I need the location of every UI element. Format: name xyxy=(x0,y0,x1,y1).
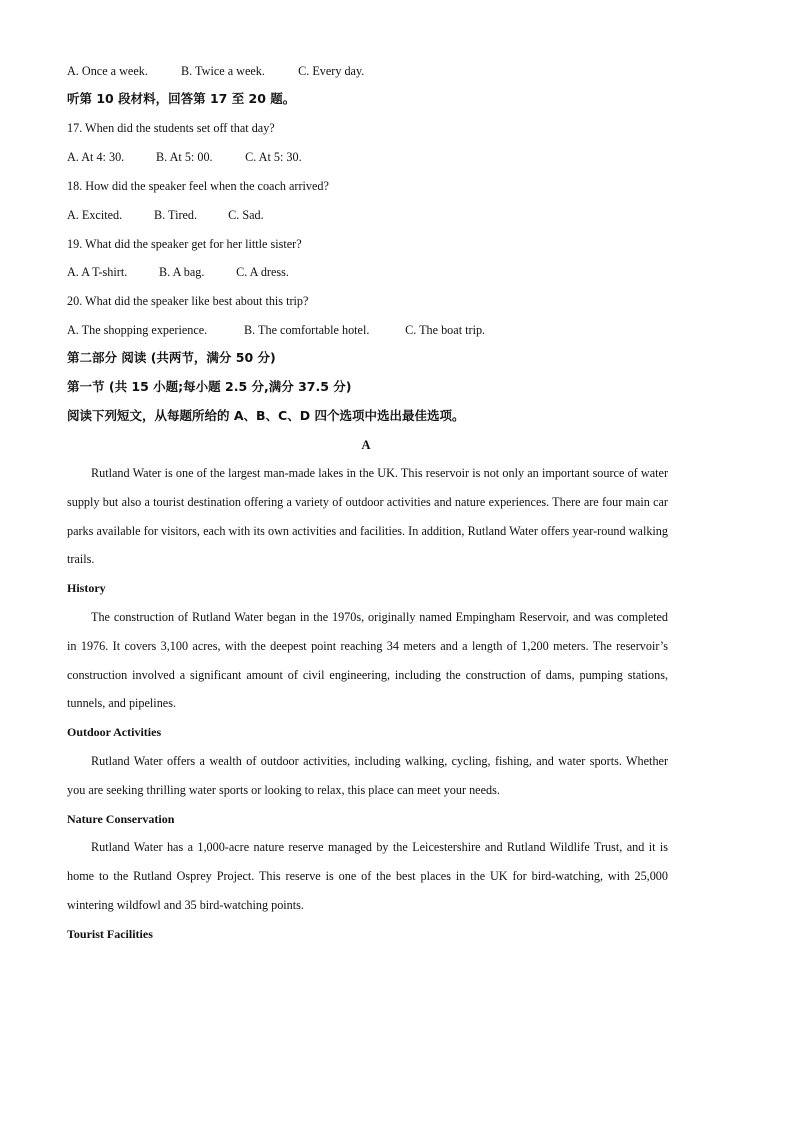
listening-instruction: 听第 10 段材料，回答第 17 至 20 题。 xyxy=(67,91,296,106)
history-paragraph: The construction of Rutland Water began in the 1970s, originally named Empingham Reservoir, and was completed in 1976. It covers 3,100 acres, with the deepest point reaching 34 meters and a length of 1,200 meters. The reservoir’s construction involved a significant amount of civil engineering, including the construction of dams, pumping stations, tunnels, and pipelines. xyxy=(67,610,668,711)
option: A. A T-shirt. xyxy=(67,265,128,279)
q16-options xyxy=(67,63,668,79)
option: C. Sad. xyxy=(228,208,264,222)
nature-heading: Nature Conservation xyxy=(67,812,175,826)
passage-label: A xyxy=(361,438,371,452)
question-options xyxy=(67,264,668,280)
reading-instruction: 阅读下列短文，从每题所给的 A、B、C、D 四个选项中选出最佳选项。 xyxy=(67,408,465,423)
question-stem: 18. How did the speaker feel when the coach arrived? xyxy=(67,179,329,193)
nature-paragraph: Rutland Water has a 1,000-acre nature reserve managed by the Leicestershire and Rutland Wildlife Trust, and it is home to the Rutland Osprey Project. This reserve is one of the best places in the UK for bird-watching, with 25,000 wintering wildfowl and 35 bird-watching points. xyxy=(67,840,668,912)
option: B. At 5: 00. xyxy=(156,150,213,164)
option: A. The shopping experience. xyxy=(67,323,208,337)
outdoor-paragraph: Rutland Water offers a wealth of outdoor activities, including walking, cycling, fishing, and water sports. Whether you are seeking thrilling water sports or looking to relax, this place can meet your needs. xyxy=(67,754,668,797)
option: B. Twice a week. xyxy=(181,64,265,78)
question-options xyxy=(67,149,668,165)
question-options xyxy=(67,322,668,338)
intro-paragraph: Rutland Water is one of the largest man-made lakes in the UK. This reservoir is not only an important source of water supply but also a tourist destination offering a variety of outdoor activities and nature experiences. There are four main car parks available for visitors, each with its own activities and facilities. In addition, Rutland Water offers year-round walking trails. xyxy=(67,466,668,567)
option: C. At 5: 30. xyxy=(245,150,302,164)
option: A. At 4: 30. xyxy=(67,150,125,164)
history-heading: History xyxy=(67,581,106,595)
question-options xyxy=(67,207,668,223)
option: A. Excited. xyxy=(67,208,123,222)
option: C. The boat trip. xyxy=(405,323,486,337)
option: C. A dress. xyxy=(236,265,289,279)
outdoor-heading: Outdoor Activities xyxy=(67,725,162,739)
option: C. Every day. xyxy=(298,64,365,78)
section1-title: 第一节 (共 15 小题;每小题 2.5 分,满分 37.5 分) xyxy=(67,379,352,394)
question-stem: 19. What did the speaker get for her little sister? xyxy=(67,237,302,251)
option: A. Once a week. xyxy=(67,64,148,78)
part2-title: 第二部分 阅读 (共两节，满分 50 分) xyxy=(67,350,276,365)
option: B. Tired. xyxy=(154,208,198,222)
question-stem: 20. What did the speaker like best about this trip? xyxy=(67,294,309,308)
facilities-heading: Tourist Facilities xyxy=(67,927,153,941)
option: B. A bag. xyxy=(159,265,205,279)
question-stem: 17. When did the students set off that day? xyxy=(67,121,275,135)
option: B. The comfortable hotel. xyxy=(244,323,370,337)
